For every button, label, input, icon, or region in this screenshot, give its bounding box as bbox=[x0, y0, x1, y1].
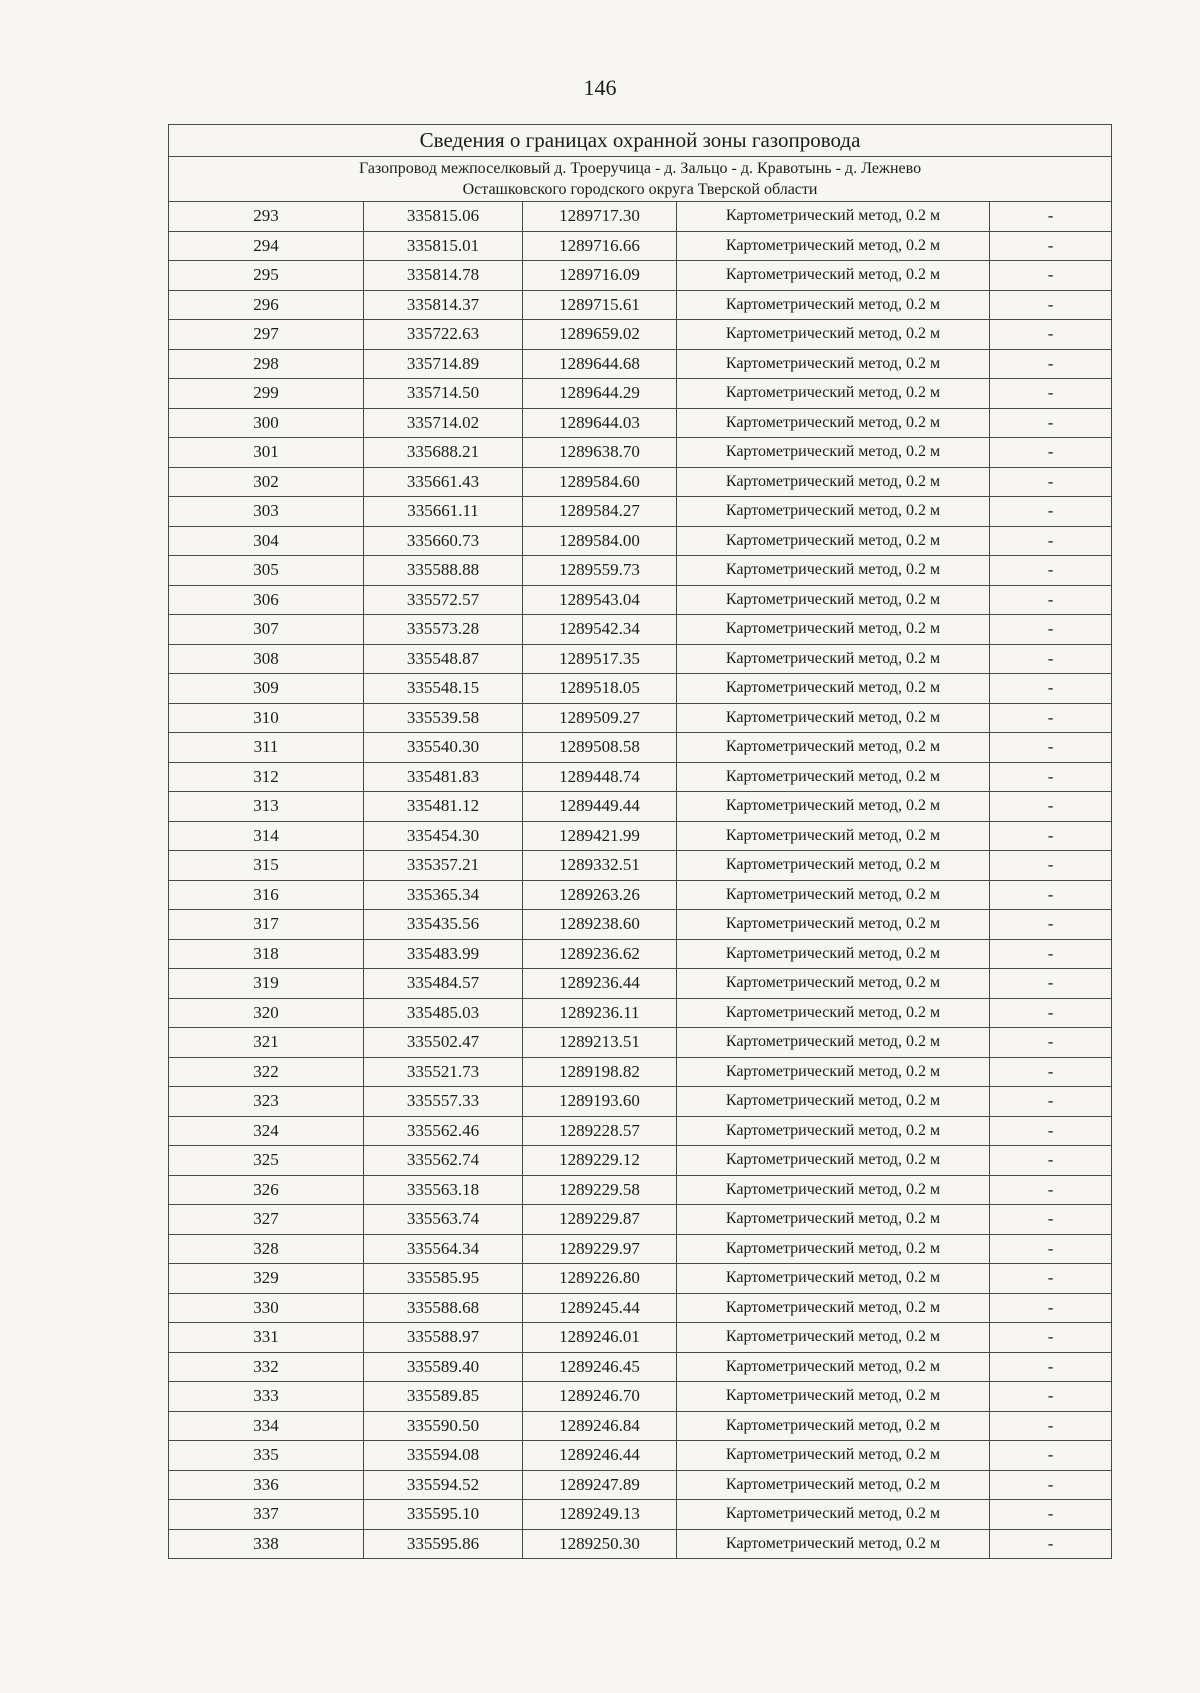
y-coordinate-cell: 1289198.82 bbox=[523, 1057, 677, 1087]
x-coordinate-cell: 335521.73 bbox=[364, 1057, 523, 1087]
x-coordinate-cell: 335714.02 bbox=[364, 408, 523, 438]
x-coordinate-cell: 335502.47 bbox=[364, 1028, 523, 1058]
table-row bbox=[169, 467, 1112, 497]
x-coordinate-cell: 335722.63 bbox=[364, 320, 523, 350]
table-row bbox=[169, 1205, 1112, 1235]
method-cell: Картометрический метод, 0.2 м bbox=[677, 408, 990, 438]
note-cell: - bbox=[990, 880, 1112, 910]
note-cell: - bbox=[990, 585, 1112, 615]
note-cell: - bbox=[990, 467, 1112, 497]
method-cell: Картометрический метод, 0.2 м bbox=[677, 349, 990, 379]
method-cell: Картометрический метод, 0.2 м bbox=[677, 1116, 990, 1146]
x-coordinate-cell: 335814.78 bbox=[364, 261, 523, 291]
point-number-cell: 312 bbox=[169, 762, 364, 792]
table-subtitle-line-2: Осташковского городского округа Тверской области bbox=[462, 181, 818, 198]
note-cell: - bbox=[990, 231, 1112, 261]
table-row bbox=[169, 939, 1112, 969]
method-cell: Картометрический метод, 0.2 м bbox=[677, 1293, 990, 1323]
y-coordinate-cell: 1289193.60 bbox=[523, 1087, 677, 1117]
y-coordinate-cell: 1289517.35 bbox=[523, 644, 677, 674]
table-row bbox=[169, 703, 1112, 733]
method-cell: Картометрический метод, 0.2 м bbox=[677, 821, 990, 851]
method-cell: Картометрический метод, 0.2 м bbox=[677, 261, 990, 291]
x-coordinate-cell: 335484.57 bbox=[364, 969, 523, 999]
table-row bbox=[169, 1529, 1112, 1559]
x-coordinate-cell: 335562.46 bbox=[364, 1116, 523, 1146]
x-coordinate-cell: 335588.68 bbox=[364, 1293, 523, 1323]
y-coordinate-cell: 1289644.29 bbox=[523, 379, 677, 409]
x-coordinate-cell: 335485.03 bbox=[364, 998, 523, 1028]
table-row bbox=[169, 969, 1112, 999]
note-cell: - bbox=[990, 762, 1112, 792]
x-coordinate-cell: 335589.40 bbox=[364, 1352, 523, 1382]
note-cell: - bbox=[990, 526, 1112, 556]
table-row bbox=[169, 1087, 1112, 1117]
point-number-cell: 336 bbox=[169, 1470, 364, 1500]
y-coordinate-cell: 1289638.70 bbox=[523, 438, 677, 468]
note-cell: - bbox=[990, 644, 1112, 674]
table-row bbox=[169, 202, 1112, 232]
note-cell: - bbox=[990, 1146, 1112, 1176]
note-cell: - bbox=[990, 792, 1112, 822]
x-coordinate-cell: 335540.30 bbox=[364, 733, 523, 763]
method-cell: Картометрический метод, 0.2 м bbox=[677, 497, 990, 527]
point-number-cell: 327 bbox=[169, 1205, 364, 1235]
note-cell: - bbox=[990, 290, 1112, 320]
table-body bbox=[169, 125, 1112, 1559]
note-cell: - bbox=[990, 851, 1112, 881]
note-cell: - bbox=[990, 1087, 1112, 1117]
y-coordinate-cell: 1289448.74 bbox=[523, 762, 677, 792]
point-number-cell: 305 bbox=[169, 556, 364, 586]
x-coordinate-cell: 335548.87 bbox=[364, 644, 523, 674]
x-coordinate-cell: 335365.34 bbox=[364, 880, 523, 910]
point-number-cell: 316 bbox=[169, 880, 364, 910]
table-row bbox=[169, 1028, 1112, 1058]
note-cell: - bbox=[990, 497, 1112, 527]
method-cell: Картометрический метод, 0.2 м bbox=[677, 851, 990, 881]
table-row bbox=[169, 1234, 1112, 1264]
note-cell: - bbox=[990, 1411, 1112, 1441]
point-number-cell: 314 bbox=[169, 821, 364, 851]
table-row bbox=[169, 231, 1112, 261]
x-coordinate-cell: 335548.15 bbox=[364, 674, 523, 704]
x-coordinate-cell: 335714.50 bbox=[364, 379, 523, 409]
note-cell: - bbox=[990, 703, 1112, 733]
y-coordinate-cell: 1289236.62 bbox=[523, 939, 677, 969]
x-coordinate-cell: 335660.73 bbox=[364, 526, 523, 556]
note-cell: - bbox=[990, 1529, 1112, 1559]
method-cell: Картометрический метод, 0.2 м bbox=[677, 1264, 990, 1294]
point-number-cell: 334 bbox=[169, 1411, 364, 1441]
table-row bbox=[169, 1352, 1112, 1382]
method-cell: Картометрический метод, 0.2 м bbox=[677, 1500, 990, 1530]
note-cell: - bbox=[990, 969, 1112, 999]
table-subtitle bbox=[169, 157, 1112, 202]
table-row bbox=[169, 1264, 1112, 1294]
x-coordinate-cell: 335564.34 bbox=[364, 1234, 523, 1264]
point-number-cell: 315 bbox=[169, 851, 364, 881]
y-coordinate-cell: 1289229.87 bbox=[523, 1205, 677, 1235]
table-row bbox=[169, 408, 1112, 438]
table-row bbox=[169, 880, 1112, 910]
method-cell: Картометрический метод, 0.2 м bbox=[677, 585, 990, 615]
y-coordinate-cell: 1289229.97 bbox=[523, 1234, 677, 1264]
y-coordinate-cell: 1289449.44 bbox=[523, 792, 677, 822]
x-coordinate-cell: 335573.28 bbox=[364, 615, 523, 645]
table-row bbox=[169, 349, 1112, 379]
method-cell: Картометрический метод, 0.2 м bbox=[677, 556, 990, 586]
point-number-cell: 333 bbox=[169, 1382, 364, 1412]
note-cell: - bbox=[990, 261, 1112, 291]
table-row bbox=[169, 998, 1112, 1028]
method-cell: Картометрический метод, 0.2 м bbox=[677, 703, 990, 733]
table-row bbox=[169, 1175, 1112, 1205]
method-cell: Картометрический метод, 0.2 м bbox=[677, 1205, 990, 1235]
note-cell: - bbox=[990, 615, 1112, 645]
x-coordinate-cell: 335563.74 bbox=[364, 1205, 523, 1235]
table-row bbox=[169, 379, 1112, 409]
table-row bbox=[169, 1323, 1112, 1353]
y-coordinate-cell: 1289542.34 bbox=[523, 615, 677, 645]
method-cell: Картометрический метод, 0.2 м bbox=[677, 674, 990, 704]
point-number-cell: 319 bbox=[169, 969, 364, 999]
method-cell: Картометрический метод, 0.2 м bbox=[677, 1146, 990, 1176]
note-cell: - bbox=[990, 1205, 1112, 1235]
point-number-cell: 332 bbox=[169, 1352, 364, 1382]
method-cell: Картометрический метод, 0.2 м bbox=[677, 998, 990, 1028]
x-coordinate-cell: 335589.85 bbox=[364, 1382, 523, 1412]
point-number-cell: 294 bbox=[169, 231, 364, 261]
page-number: 146 bbox=[583, 75, 617, 100]
note-cell: - bbox=[990, 1057, 1112, 1087]
x-coordinate-cell: 335562.74 bbox=[364, 1146, 523, 1176]
x-coordinate-cell: 335594.52 bbox=[364, 1470, 523, 1500]
note-cell: - bbox=[990, 1470, 1112, 1500]
x-coordinate-cell: 335539.58 bbox=[364, 703, 523, 733]
note-cell: - bbox=[990, 1264, 1112, 1294]
x-coordinate-cell: 335595.10 bbox=[364, 1500, 523, 1530]
x-coordinate-cell: 335572.57 bbox=[364, 585, 523, 615]
table-row bbox=[169, 290, 1112, 320]
x-coordinate-cell: 335557.33 bbox=[364, 1087, 523, 1117]
y-coordinate-cell: 1289509.27 bbox=[523, 703, 677, 733]
y-coordinate-cell: 1289247.89 bbox=[523, 1470, 677, 1500]
table-row bbox=[169, 261, 1112, 291]
method-cell: Картометрический метод, 0.2 м bbox=[677, 526, 990, 556]
note-cell: - bbox=[990, 1234, 1112, 1264]
table-row bbox=[169, 585, 1112, 615]
table-subtitle-row bbox=[169, 157, 1112, 202]
y-coordinate-cell: 1289246.44 bbox=[523, 1441, 677, 1471]
method-cell: Картометрический метод, 0.2 м bbox=[677, 1441, 990, 1471]
note-cell: - bbox=[990, 674, 1112, 704]
y-coordinate-cell: 1289716.66 bbox=[523, 231, 677, 261]
method-cell: Картометрический метод, 0.2 м bbox=[677, 438, 990, 468]
note-cell: - bbox=[990, 1352, 1112, 1382]
table-row bbox=[169, 438, 1112, 468]
note-cell: - bbox=[990, 821, 1112, 851]
method-cell: Картометрический метод, 0.2 м bbox=[677, 969, 990, 999]
point-number-cell: 302 bbox=[169, 467, 364, 497]
y-coordinate-cell: 1289717.30 bbox=[523, 202, 677, 232]
y-coordinate-cell: 1289644.68 bbox=[523, 349, 677, 379]
table-row bbox=[169, 851, 1112, 881]
point-number-cell: 299 bbox=[169, 379, 364, 409]
note-cell: - bbox=[990, 408, 1112, 438]
y-coordinate-cell: 1289229.12 bbox=[523, 1146, 677, 1176]
x-coordinate-cell: 335588.97 bbox=[364, 1323, 523, 1353]
x-coordinate-cell: 335588.88 bbox=[364, 556, 523, 586]
method-cell: Картометрический метод, 0.2 м bbox=[677, 762, 990, 792]
point-number-cell: 297 bbox=[169, 320, 364, 350]
table-row bbox=[169, 644, 1112, 674]
x-coordinate-cell: 335594.08 bbox=[364, 1441, 523, 1471]
point-number-cell: 293 bbox=[169, 202, 364, 232]
point-number-cell: 323 bbox=[169, 1087, 364, 1117]
table-row bbox=[169, 1382, 1112, 1412]
point-number-cell: 330 bbox=[169, 1293, 364, 1323]
note-cell: - bbox=[990, 733, 1112, 763]
point-number-cell: 300 bbox=[169, 408, 364, 438]
table-title: Сведения о границах охранной зоны газопровода bbox=[169, 125, 1112, 157]
table-row bbox=[169, 1057, 1112, 1087]
note-cell: - bbox=[990, 202, 1112, 232]
note-cell: - bbox=[990, 349, 1112, 379]
point-number-cell: 317 bbox=[169, 910, 364, 940]
point-number-cell: 304 bbox=[169, 526, 364, 556]
note-cell: - bbox=[990, 1382, 1112, 1412]
point-number-cell: 335 bbox=[169, 1441, 364, 1471]
table-row bbox=[169, 526, 1112, 556]
point-number-cell: 326 bbox=[169, 1175, 364, 1205]
y-coordinate-cell: 1289236.11 bbox=[523, 998, 677, 1028]
point-number-cell: 306 bbox=[169, 585, 364, 615]
note-cell: - bbox=[990, 1500, 1112, 1530]
point-number-cell: 321 bbox=[169, 1028, 364, 1058]
note-cell: - bbox=[990, 1293, 1112, 1323]
method-cell: Картометрический метод, 0.2 м bbox=[677, 1028, 990, 1058]
note-cell: - bbox=[990, 1116, 1112, 1146]
x-coordinate-cell: 335661.11 bbox=[364, 497, 523, 527]
method-cell: Картометрический метод, 0.2 м bbox=[677, 231, 990, 261]
method-cell: Картометрический метод, 0.2 м bbox=[677, 320, 990, 350]
table-row bbox=[169, 1500, 1112, 1530]
method-cell: Картометрический метод, 0.2 м bbox=[677, 880, 990, 910]
note-cell: - bbox=[990, 379, 1112, 409]
point-number-cell: 308 bbox=[169, 644, 364, 674]
table-row bbox=[169, 1293, 1112, 1323]
y-coordinate-cell: 1289249.13 bbox=[523, 1500, 677, 1530]
x-coordinate-cell: 335435.56 bbox=[364, 910, 523, 940]
point-number-cell: 309 bbox=[169, 674, 364, 704]
method-cell: Картометрический метод, 0.2 м bbox=[677, 290, 990, 320]
point-number-cell: 322 bbox=[169, 1057, 364, 1087]
x-coordinate-cell: 335815.01 bbox=[364, 231, 523, 261]
method-cell: Картометрический метод, 0.2 м bbox=[677, 1323, 990, 1353]
method-cell: Картометрический метод, 0.2 м bbox=[677, 1057, 990, 1087]
x-coordinate-cell: 335481.12 bbox=[364, 792, 523, 822]
y-coordinate-cell: 1289421.99 bbox=[523, 821, 677, 851]
y-coordinate-cell: 1289584.27 bbox=[523, 497, 677, 527]
table-row bbox=[169, 1411, 1112, 1441]
y-coordinate-cell: 1289716.09 bbox=[523, 261, 677, 291]
x-coordinate-cell: 335595.86 bbox=[364, 1529, 523, 1559]
y-coordinate-cell: 1289715.61 bbox=[523, 290, 677, 320]
table-subtitle-line-1: Газопровод межпоселковый д. Троеручица - д. Зальцо - д. Кравотынь - д. Лежнево bbox=[358, 160, 922, 177]
method-cell: Картометрический метод, 0.2 м bbox=[677, 1234, 990, 1264]
point-number-cell: 311 bbox=[169, 733, 364, 763]
x-coordinate-cell: 335714.89 bbox=[364, 349, 523, 379]
table-row bbox=[169, 674, 1112, 704]
x-coordinate-cell: 335590.50 bbox=[364, 1411, 523, 1441]
y-coordinate-cell: 1289246.01 bbox=[523, 1323, 677, 1353]
point-number-cell: 318 bbox=[169, 939, 364, 969]
method-cell: Картометрический метод, 0.2 м bbox=[677, 939, 990, 969]
x-coordinate-cell: 335815.06 bbox=[364, 202, 523, 232]
note-cell: - bbox=[990, 1175, 1112, 1205]
y-coordinate-cell: 1289559.73 bbox=[523, 556, 677, 586]
y-coordinate-cell: 1289238.60 bbox=[523, 910, 677, 940]
table-row bbox=[169, 497, 1112, 527]
x-coordinate-cell: 335688.21 bbox=[364, 438, 523, 468]
y-coordinate-cell: 1289332.51 bbox=[523, 851, 677, 881]
y-coordinate-cell: 1289644.03 bbox=[523, 408, 677, 438]
point-number-cell: 296 bbox=[169, 290, 364, 320]
point-number-cell: 328 bbox=[169, 1234, 364, 1264]
point-number-cell: 303 bbox=[169, 497, 364, 527]
y-coordinate-cell: 1289584.00 bbox=[523, 526, 677, 556]
note-cell: - bbox=[990, 320, 1112, 350]
method-cell: Картометрический метод, 0.2 м bbox=[677, 379, 990, 409]
y-coordinate-cell: 1289246.45 bbox=[523, 1352, 677, 1382]
y-coordinate-cell: 1289245.44 bbox=[523, 1293, 677, 1323]
point-number-cell: 338 bbox=[169, 1529, 364, 1559]
point-number-cell: 325 bbox=[169, 1146, 364, 1176]
note-cell: - bbox=[990, 998, 1112, 1028]
x-coordinate-cell: 335563.18 bbox=[364, 1175, 523, 1205]
y-coordinate-cell: 1289229.58 bbox=[523, 1175, 677, 1205]
y-coordinate-cell: 1289263.26 bbox=[523, 880, 677, 910]
note-cell: - bbox=[990, 1323, 1112, 1353]
y-coordinate-cell: 1289246.84 bbox=[523, 1411, 677, 1441]
y-coordinate-cell: 1289543.04 bbox=[523, 585, 677, 615]
table-row bbox=[169, 615, 1112, 645]
x-coordinate-cell: 335357.21 bbox=[364, 851, 523, 881]
method-cell: Картометрический метод, 0.2 м bbox=[677, 792, 990, 822]
table-row bbox=[169, 762, 1112, 792]
point-number-cell: 331 bbox=[169, 1323, 364, 1353]
method-cell: Картометрический метод, 0.2 м bbox=[677, 1175, 990, 1205]
method-cell: Картометрический метод, 0.2 м bbox=[677, 733, 990, 763]
y-coordinate-cell: 1289236.44 bbox=[523, 969, 677, 999]
method-cell: Картометрический метод, 0.2 м bbox=[677, 1411, 990, 1441]
point-number-cell: 324 bbox=[169, 1116, 364, 1146]
y-coordinate-cell: 1289250.30 bbox=[523, 1529, 677, 1559]
x-coordinate-cell: 335661.43 bbox=[364, 467, 523, 497]
table-row bbox=[169, 320, 1112, 350]
method-cell: Картометрический метод, 0.2 м bbox=[677, 910, 990, 940]
point-number-cell: 301 bbox=[169, 438, 364, 468]
note-cell: - bbox=[990, 438, 1112, 468]
y-coordinate-cell: 1289213.51 bbox=[523, 1028, 677, 1058]
point-number-cell: 313 bbox=[169, 792, 364, 822]
note-cell: - bbox=[990, 1028, 1112, 1058]
method-cell: Картометрический метод, 0.2 м bbox=[677, 202, 990, 232]
table-row bbox=[169, 733, 1112, 763]
point-number-cell: 310 bbox=[169, 703, 364, 733]
point-number-cell: 320 bbox=[169, 998, 364, 1028]
point-number-cell: 307 bbox=[169, 615, 364, 645]
table-row bbox=[169, 1441, 1112, 1471]
y-coordinate-cell: 1289508.58 bbox=[523, 733, 677, 763]
y-coordinate-cell: 1289518.05 bbox=[523, 674, 677, 704]
point-number-cell: 295 bbox=[169, 261, 364, 291]
y-coordinate-cell: 1289584.60 bbox=[523, 467, 677, 497]
point-number-cell: 298 bbox=[169, 349, 364, 379]
table-row bbox=[169, 1470, 1112, 1500]
table-row bbox=[169, 792, 1112, 822]
method-cell: Картометрический метод, 0.2 м bbox=[677, 467, 990, 497]
table-row bbox=[169, 556, 1112, 586]
table-row bbox=[169, 821, 1112, 851]
note-cell: - bbox=[990, 556, 1112, 586]
point-number-cell: 329 bbox=[169, 1264, 364, 1294]
boundary-coordinates-table bbox=[168, 124, 1112, 1559]
method-cell: Картометрический метод, 0.2 м bbox=[677, 1529, 990, 1559]
x-coordinate-cell: 335814.37 bbox=[364, 290, 523, 320]
y-coordinate-cell: 1289228.57 bbox=[523, 1116, 677, 1146]
method-cell: Картометрический метод, 0.2 м bbox=[677, 615, 990, 645]
x-coordinate-cell: 335454.30 bbox=[364, 821, 523, 851]
method-cell: Картометрический метод, 0.2 м bbox=[677, 1087, 990, 1117]
table-row bbox=[169, 1116, 1112, 1146]
method-cell: Картометрический метод, 0.2 м bbox=[677, 644, 990, 674]
y-coordinate-cell: 1289226.80 bbox=[523, 1264, 677, 1294]
x-coordinate-cell: 335483.99 bbox=[364, 939, 523, 969]
note-cell: - bbox=[990, 1441, 1112, 1471]
note-cell: - bbox=[990, 939, 1112, 969]
table-title-row bbox=[169, 125, 1112, 157]
table-row bbox=[169, 1146, 1112, 1176]
table-row bbox=[169, 910, 1112, 940]
method-cell: Картометрический метод, 0.2 м bbox=[677, 1382, 990, 1412]
note-cell: - bbox=[990, 910, 1112, 940]
y-coordinate-cell: 1289659.02 bbox=[523, 320, 677, 350]
y-coordinate-cell: 1289246.70 bbox=[523, 1382, 677, 1412]
method-cell: Картометрический метод, 0.2 м bbox=[677, 1352, 990, 1382]
method-cell: Картометрический метод, 0.2 м bbox=[677, 1470, 990, 1500]
point-number-cell: 337 bbox=[169, 1500, 364, 1530]
x-coordinate-cell: 335481.83 bbox=[364, 762, 523, 792]
x-coordinate-cell: 335585.95 bbox=[364, 1264, 523, 1294]
